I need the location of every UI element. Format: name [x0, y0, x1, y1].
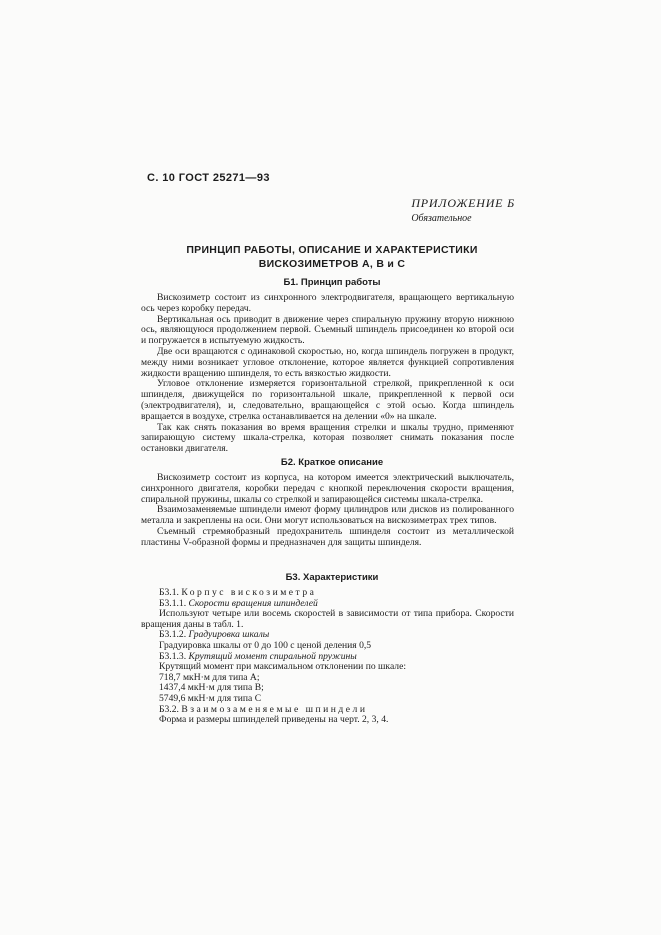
- title-line-2: ВИСКОЗИМЕТРОВ А, В и С: [258, 258, 406, 270]
- section-b2-body: [141, 473, 514, 549]
- item-number: Б3.2.: [159, 703, 179, 715]
- b3-item-body: Крутящий момент при максимальном отклонении по шкале:: [159, 661, 406, 673]
- item-number: Б3.1.2.: [159, 629, 187, 641]
- item-number: Б3.1.3.: [159, 650, 187, 662]
- appendix-subtitle: Обязательное: [411, 213, 472, 224]
- b1-paragraph: Две оси вращаются с одинаковой скоростью, но, когда шпиндель погружен в продукт, между ними возникает угловое отклонение, которое является функцией сопротивления жидкости вращению шпинделя, то есть вязкостью жидкости.: [141, 345, 514, 379]
- item-title: Корпус вискозиметра: [181, 587, 317, 598]
- b1-paragraph: Вертикальная ось приводит в движение через спиральную пружину вторую нижнюю ось, являющуюся продолжением первой. Съемный шпиндель присоединен ко второй оси и погружается в испытуемую жидкость.: [141, 313, 514, 347]
- b2-paragraph: Вискозиметр состоит из корпуса, на котором имеется электрический выключатель, синхронного двигателя, коробки передач с кнопкой переключения скорости вращения, спиральной пружины, шкалы со стрелкой и запирающейся системы шкала-стрелка.: [141, 472, 514, 505]
- appendix-label: [411, 196, 515, 224]
- item-title: Скорости вращения шпинделей: [188, 597, 318, 609]
- item-title: Крутящий момент спиральной пружины: [188, 650, 357, 662]
- document-title: [142, 243, 522, 271]
- b3-item-body: Используют четыре или восемь скоростей в зависимости от типа прибора. Скорости вращения даны в табл. 1.: [141, 608, 514, 630]
- torque-value: 1437,4 мкН·м для типа В;: [159, 682, 264, 694]
- b2-paragraph: Съемный стремяобразный предохранитель шпинделя состоит из металлической пластины V-образной формы и предназначен для защиты шпинделя.: [141, 525, 514, 548]
- section-b2-heading: Б2. Краткое описание: [280, 457, 384, 468]
- b3-item-body: Форма и размеры шпинделей приведены на черт. 2, 3, 4.: [159, 714, 389, 726]
- item-number: Б3.1.: [159, 587, 179, 598]
- section-b1-heading: Б1. Принцип работы: [283, 277, 381, 288]
- item-title: Градуировка шкалы: [188, 629, 270, 641]
- title-line-1: ПРИНЦИП РАБОТЫ, ОПИСАНИЕ И ХАРАКТЕРИСТИКИ: [186, 244, 478, 256]
- page-header: С. 10 ГОСТ 25271—93: [147, 172, 270, 184]
- item-number: Б3.1.1.: [159, 597, 187, 609]
- torque-value: 718,7 мкН·м для типа А;: [159, 671, 260, 683]
- section-b1-body: [141, 293, 514, 455]
- torque-value: 5749,6 мкН·м для типа С: [159, 692, 262, 704]
- section-b3-body: [141, 588, 514, 726]
- b2-paragraph: Взаимозаменяемые шпиндели имеют форму цилиндров или дисков из полированного металла и закреплены на оси. Они могут использоваться на вискозиметрах трех типов.: [141, 504, 514, 527]
- item-title: Взаимозаменяемые шпиндели: [181, 703, 368, 715]
- appendix-title: ПРИЛОЖЕНИЕ Б: [411, 196, 515, 210]
- section-b3-heading: Б3. Характеристики: [285, 572, 379, 583]
- b1-paragraph: Так как снять показания во время вращения стрелки и шкалы трудно, применяют запирающую систему шкала-стрелка, которая позволяет снимать показания после остановки двигателя.: [141, 421, 514, 455]
- b1-paragraph: Вискозиметр состоит из синхронного электродвигателя, вращающего вертикальную ось через коробку передач.: [141, 292, 514, 314]
- b1-paragraph: Угловое отклонение измеряется горизонтальной стрелкой, прикрепленной к оси шпинделя, движущейся по горизонтальной шкале, прикрепленной к первой оси (электродвигателя), и, следовательно, вращающейся с этой осью. Когда шпиндель вращается в воздухе, стрелка останавливается на делении «0» на шкале.: [141, 378, 514, 422]
- b3-item-body: Градуировка шкалы от 0 до 100 с ценой деления 0,5: [159, 639, 372, 651]
